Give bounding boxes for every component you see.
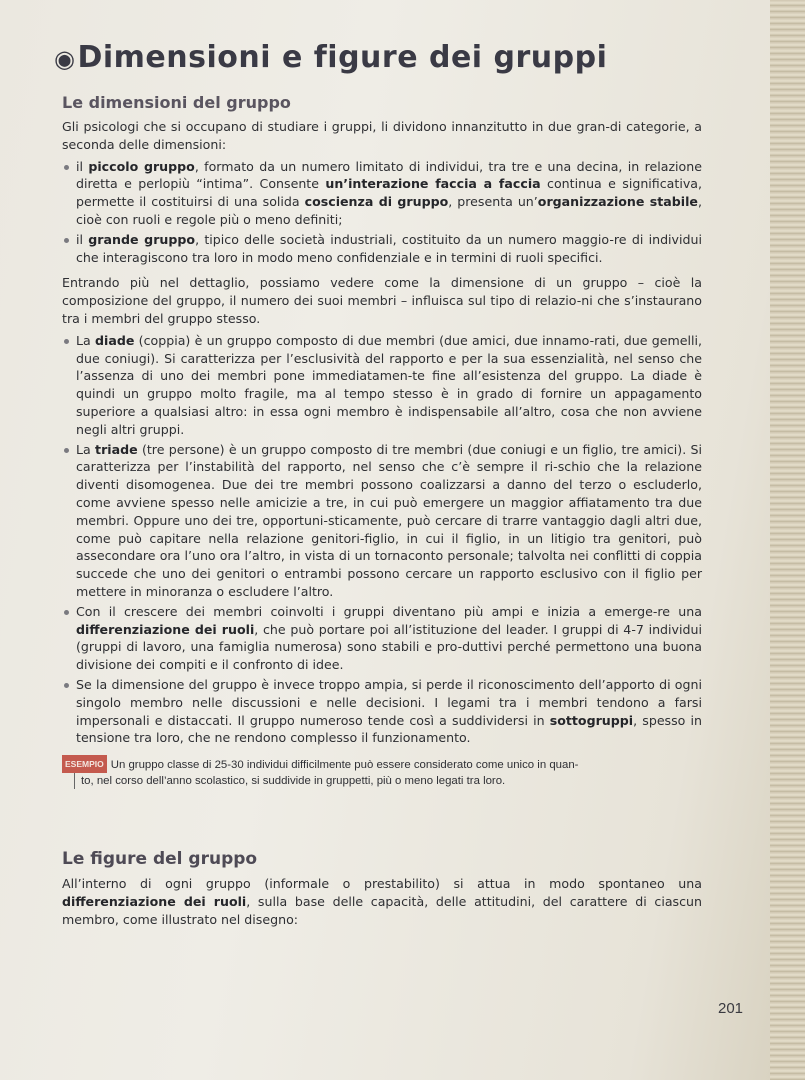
term-triade: triade xyxy=(95,441,138,457)
example-text-continued: to, nel corso dell’anno scolastico, si suddivide in gruppetti, più o meno legati tra loro. xyxy=(74,773,702,789)
size-list xyxy=(62,158,702,267)
page-edges xyxy=(770,0,805,1080)
list-item-triade: La triade (tre persone) è un gruppo composto di tre membri (due coniugi e un figlio, tre amici). Si caratterizza per l’instabilità del rapporto, nel senso che c’è sempre il ri-schio che la relazione diventi disomogenea. Due dei tre membri possono coalizzarsi a danno del terzo o escluderlo, come avviene spesso nelle amicizie a tre, in cui può emergere un maggior affiatamento tra due membri. Oppure uno dei tre, opportuni-sticamente, può cercare di trarre vantaggio dagli altri due, come può capitare nella relazione genitori-figlio, in cui il figlio, in un litigio tra genitori, può assecondare ora l’uno ora l’altro, in vista di un tornaconto personale; talvolta nei conflitti di coppia succede che uno dei genitori o entrambi possono cercare un rapporto esclusivo con il figlio per mettere in minoranza o escludere l’altro. xyxy=(62,441,702,601)
term-subgroups: sottogruppi xyxy=(549,712,634,728)
page-content xyxy=(54,40,703,928)
example-text: Un gruppo classe di 25-30 individui difficilmente può essere considerato come unico in quan- xyxy=(110,759,579,772)
term-small-group: piccolo gruppo xyxy=(88,158,195,174)
term-large-group: grande gruppo xyxy=(88,231,196,247)
section-intro: Gli psicologi che si occupano di studiare i gruppi, li dividono innanzitutto in due gran-di categorie, a seconda delle dimensioni: xyxy=(62,119,702,152)
term-group-consciousness: coscienza di gruppo xyxy=(304,194,449,210)
example-box xyxy=(62,755,702,789)
term-face-to-face: un’interazione faccia a faccia xyxy=(325,176,541,192)
page-number: 201 xyxy=(718,1000,744,1017)
title-bullet-icon: ◉ xyxy=(54,45,76,73)
term-role-differentiation: differenziazione dei ruoli xyxy=(76,621,255,637)
example-badge: ESEMPIO xyxy=(62,755,107,773)
term-stable-organization: organizzazione stabile xyxy=(537,194,698,210)
term-role-differentiation-2: differenziazione dei ruoli xyxy=(62,893,247,909)
list-item-large-group: il grande gruppo, tipico delle società industriali, costituito da un numero maggio-re di individui che interagiscono tra loro in modo meno confidenziale e in termini di ruoli specifici. xyxy=(62,231,702,267)
list-item-roles: Con il crescere dei membri coinvolti i gruppi diventano più ampi e inizia a emerge-re una differenziazione dei ruoli, che può portare poi all’istituzione del leader. I gruppi di 4-7 individui (gruppi di lavoro, una famiglia numerosa) sono stabili e pro-duttivi perché permettono una buona divisione dei compiti e il confronto di idee. xyxy=(62,603,702,674)
composition-list xyxy=(62,332,702,747)
section-heading-dimensions: Le dimensioni del gruppo xyxy=(62,93,291,112)
list-item-small-group: il piccolo gruppo, formato da un numero limitato di individui, tra tre e una decina, in relazione diretta e perlopiù “intima”. Consente un’interazione faccia a faccia continua e significativa, permette il costituirsi di una solida coscienza di gruppo, presenta un’organizzazione stabile, cioè con ruoli e regole più o meno definiti; xyxy=(62,158,702,229)
list-item-subgroups: Se la dimensione del gruppo è invece troppo ampia, si perde il riconoscimento dell’apporto di ogni singolo membro nelle discussioni e nelle decisioni. I legami tra i membri tendono a farsi impersonali e distaccati. Il gruppo numeroso tende così a suddividersi in sottogruppi, spesso in tensione tra loro, che ne rendono complesso il funzionamento. xyxy=(62,676,702,747)
list-item-diade: La diade (coppia) è un gruppo composto di due membri (due amici, due innamo-rati, due gemelli, due coniugi). Si caratterizza per l’esclusività del rapporto e per la sua essenzialità, nel senso che l’assenza di uno dei membri pone immediatamen-te fine all’esistenza del gruppo. La diade è quindi un gruppo molto fragile, ma al tempo stesso è in grado di fornire un appagamento superiore a qualsiasi altro: in essa ogni membro è indispensabile all’altro, cosa che non avviene negli altri gruppi. xyxy=(62,332,702,439)
term-diade: diade xyxy=(95,332,135,348)
body-paragraph: Entrando più nel dettaglio, possiamo vedere come la dimensione di un gruppo – cioè la composizione del gruppo, il numero dei suoi membri – influisca sul tipo di relazio-ni che s’instaurano tra i membri del gruppo stesso. xyxy=(62,275,702,326)
figures-paragraph: All’interno di ogni gruppo (informale o prestabilito) si attua in modo spontaneo una differenziazione dei ruoli, sulla base delle capacità, delle attitudini, del carattere di ciascun membro, come illustrato nel disegno: xyxy=(62,876,702,927)
page-title xyxy=(54,40,702,75)
section-heading-figures: Le figure del gruppo xyxy=(62,849,258,870)
page-title-text: Dimensioni e figure dei gruppi xyxy=(77,40,608,75)
